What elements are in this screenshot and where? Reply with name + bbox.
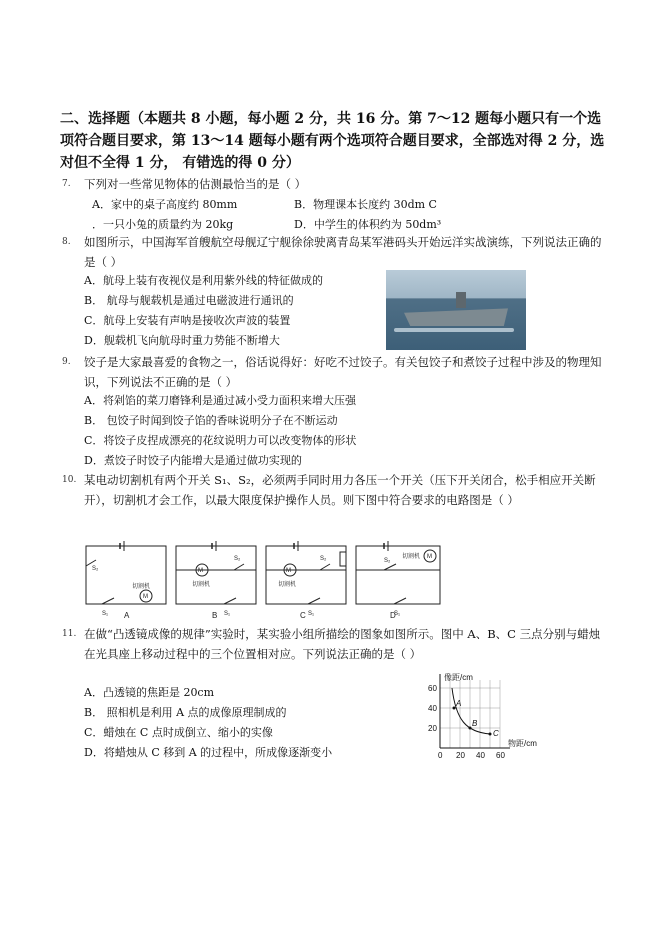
circuit-label-a: A <box>124 611 130 618</box>
circuit-label-d: D <box>390 611 396 618</box>
option-d: D．中学生的体积约为 50dm³ <box>294 218 442 231</box>
question-number: 10. <box>62 475 77 485</box>
switch-label: S₁ <box>102 611 109 617</box>
aircraft-carrier-photo <box>386 270 526 350</box>
question-number: 11. <box>62 629 77 639</box>
x-axis-label: 物距/cm <box>508 739 537 748</box>
circuit-a <box>86 541 166 604</box>
question-number: 8. <box>62 237 71 247</box>
question-number: 9. <box>62 357 71 367</box>
section-heading: 二、选择题（本题共 8 小题，每小题 2 分，共 16 分。第 7～12 题每小题只有一个选项符合题目要求，第 13～14 题每小题有两个选项符合题目要求，全部选对得 2 分，选对但不全得 1 分， 有错选的得 0 分） <box>60 111 605 171</box>
circuit-b <box>176 541 256 604</box>
machine-label: 切割机 <box>192 582 211 588</box>
circuit-c <box>266 541 346 604</box>
question-stem: 饺子是大家最喜爱的食物之一，俗话说得好：好吃不过饺子。有关包饺子和煮饺子过程中涉及的物理知识，下列说法不正确的是（ ） <box>84 355 602 389</box>
machine-label: 切割机 <box>132 584 151 590</box>
question-stem: 如图所示，中国海军首艘航空母舰辽宁舰徐徐驶离青岛某军港码头开始远洋实战演练，下列说法正确的是（ ） <box>84 235 602 269</box>
option-a: A．将剁馅的菜刀磨锋利是通过减小受力面积来增大压强 <box>84 394 356 407</box>
wake <box>394 328 514 332</box>
option-b: B． 包饺子时闻到饺子馅的香味说明分子在不断运动 <box>84 414 338 427</box>
switch-label: S₂ <box>92 566 99 572</box>
machine-label: 切割机 <box>402 554 421 560</box>
switch-label: S₂ <box>234 556 241 562</box>
switch-label: S₂ <box>384 558 391 564</box>
option-d: D．舰载机飞向航母时重力势能不断增大 <box>84 334 280 347</box>
x-tick: 0 <box>438 751 443 760</box>
point-a-label: A <box>456 699 462 708</box>
question-stem: 下列对一些常见物体的估测最恰当的是（ ） <box>84 177 307 191</box>
question-8 <box>62 232 622 352</box>
circuit-label-b: B <box>212 611 218 618</box>
x-tick: 40 <box>476 751 485 760</box>
machine-label: 切割机 <box>278 582 297 588</box>
option-b: B． 照相机是利用 A 点的成像原理制成的 <box>84 706 287 719</box>
option-a: A．航母上装有夜视仪是利用紫外线的特征做成的 <box>84 274 323 287</box>
y-tick: 20 <box>428 724 437 733</box>
motor-label: M <box>427 554 432 560</box>
option-c: C．将饺子皮捏成漂亮的花纹说明力可以改变物体的形状 <box>84 434 357 447</box>
point-b-label: B <box>472 719 478 728</box>
y-tick: 40 <box>428 704 437 713</box>
y-tick: 60 <box>428 684 437 693</box>
option-c: C．蜡烛在 C 点时成倒立、缩小的实像 <box>84 726 273 739</box>
carrier-island <box>456 292 466 308</box>
question-stem: 某电动切割机有两个开关 S₁、S₂，必须两手同时用力各压一个开关（压下开关闭合，松手相应开关断开），切割机才会工作，以最大限度保护操作人员。则下图中符合要求的电路图是（ ） <box>84 473 596 507</box>
point-c-label: C <box>493 729 499 738</box>
option-b: B．物理课本长度约 30dm C <box>294 198 437 211</box>
question-number: 7. <box>62 179 71 189</box>
switch-label: S₁ <box>394 611 401 617</box>
option-c: ．一只小兔的质量约为 20kg <box>92 218 234 231</box>
x-tick: 20 <box>456 751 465 760</box>
motor-label: M <box>143 594 148 600</box>
option-d: D．将蜡烛从 C 移到 A 的过程中，所成像逐渐变小 <box>84 746 333 759</box>
circuit-diagrams <box>84 540 444 618</box>
circuit-label-c: C <box>300 611 306 618</box>
motor-label: M <box>286 568 291 574</box>
option-d: D．煮饺子时饺子内能增大是通过做功实现的 <box>84 454 302 467</box>
option-c: C．航母上安装有声呐是接收次声波的装置 <box>84 314 291 327</box>
motor-label: M <box>198 568 203 574</box>
question-stem: 在做“凸透镜成像的规律”实验时，某实验小组所描绘的图象如图所示。图中 A、B、C 三点分别与蜡烛在光具座上移动过程中的三个位置相对应。下列说法正确的是（ ） <box>84 627 601 661</box>
option-b: B． 航母与舰载机是通过电磁波进行通讯的 <box>84 294 294 307</box>
switch-label: S₂ <box>320 556 327 562</box>
switch-label: S₁ <box>224 611 231 617</box>
y-axis-label: 像距/cm <box>444 673 473 682</box>
question-10 <box>62 470 622 534</box>
question-9 <box>62 352 622 472</box>
circuit-d <box>356 541 440 604</box>
option-a: A．凸透镜的焦距是 20cm <box>84 686 215 699</box>
switch-label: S₁ <box>308 611 315 617</box>
x-tick: 60 <box>496 751 505 760</box>
option-a: A．家中的桌子高度约 80mm <box>92 198 238 211</box>
image-distance-graph <box>410 670 560 765</box>
